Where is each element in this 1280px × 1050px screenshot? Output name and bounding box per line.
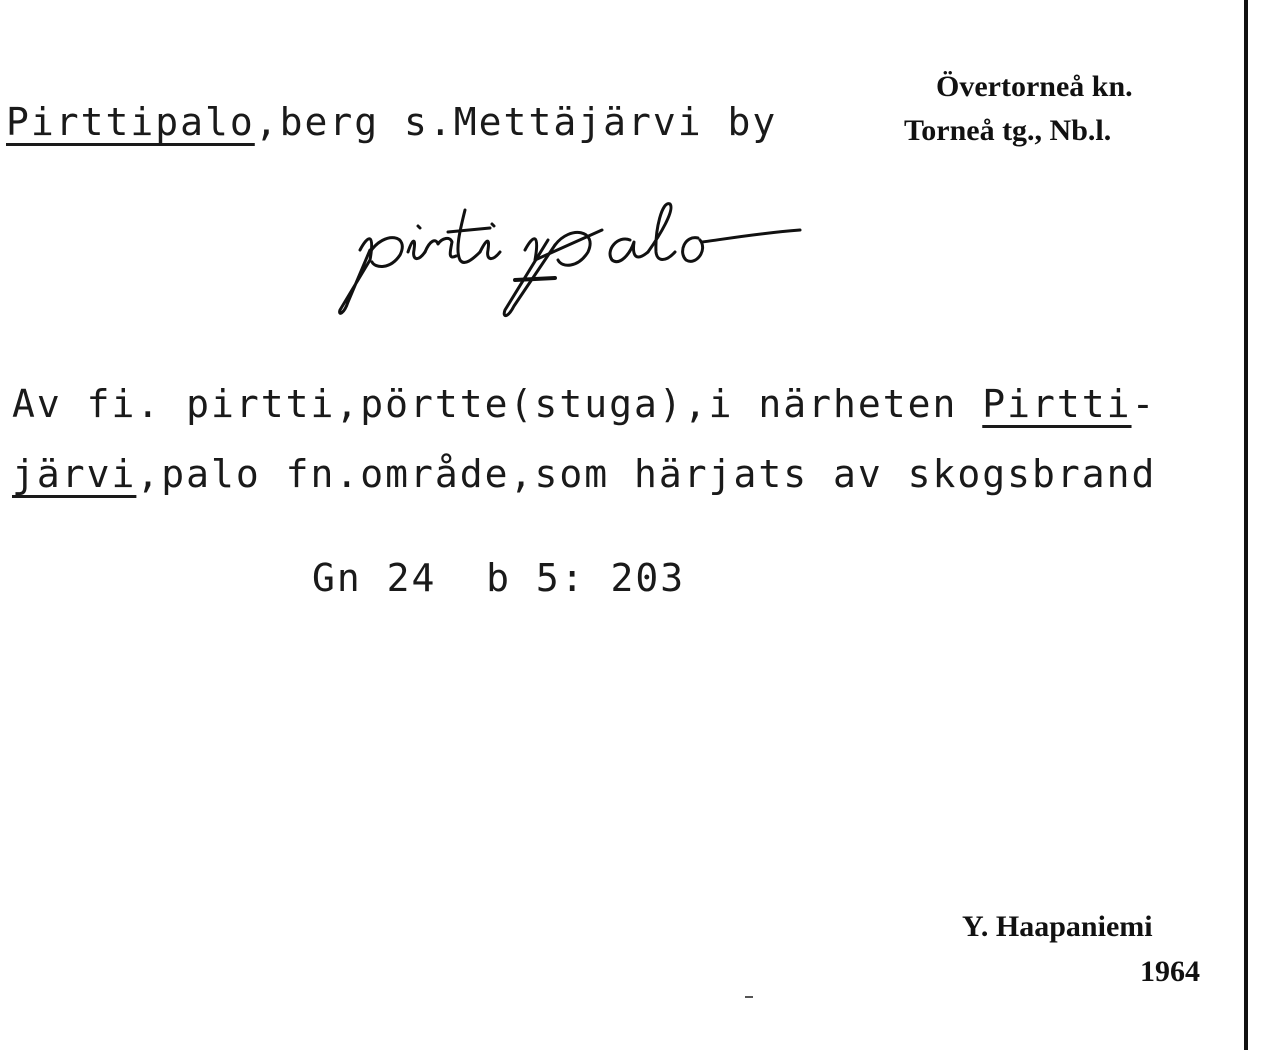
entry-name: Pirttipalo (6, 100, 255, 144)
source-reference: Gn 24 b 5: 203 (312, 556, 686, 600)
line-hyphen: - (1131, 382, 1157, 426)
parish-label: Övertorneå kn. (936, 70, 1133, 103)
lake-reference-part-1: Pirtti (982, 382, 1132, 426)
etymology-text-1: Av fi. pirtti,pörtte(stuga),i närheten (12, 382, 983, 426)
year: 1964 (1140, 955, 1200, 988)
etymology-line-2 (12, 452, 1156, 496)
card-edge-line (1244, 0, 1248, 1050)
handwriting-drawing (330, 190, 850, 320)
entry-heading (6, 100, 777, 144)
speck-mark (745, 996, 753, 998)
lake-reference-part-2: järvi (12, 452, 137, 496)
author-name: Y. Haapaniemi (962, 910, 1153, 943)
etymology-line-1 (12, 382, 1156, 426)
handwritten-pronunciation (330, 190, 850, 325)
etymology-text-2: ,palo fn.område,som härjats av skogsbrand (136, 452, 1157, 496)
district-label: Torneå tg., Nb.l. (904, 114, 1112, 147)
entry-description: ,berg s.Mettäjärvi by (254, 100, 778, 144)
